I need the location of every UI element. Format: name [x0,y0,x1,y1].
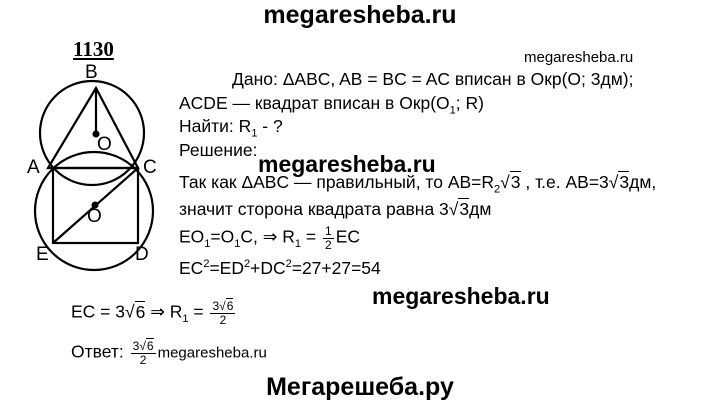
watermark-answer-inline: megaresheba.ru [157,344,267,362]
label-o1: O [87,206,102,227]
problem-number: 1130 [73,37,114,61]
watermark-top-right: megaresheba.ru [524,49,634,66]
watermark-middle: megaresheba.ru [258,151,436,177]
label-a: A [27,157,40,178]
answer-line: Ответ: $\frac{3√6}{2}$ megaresheba.ru [71,339,267,367]
label-c: C [143,157,157,178]
label-e: E [36,244,49,265]
fraction-r1: $\frac{3√6}{2}$ [212,299,234,327]
square-side-line: значит сторона квадрата равна 3√3дм [179,199,492,219]
solution-label: Решение: [179,140,258,160]
label-b: B [85,62,98,83]
site-header[interactable]: megaresheba.ru [263,1,457,29]
label-o: O [97,134,112,155]
find-line: Найти: $R_1$ - ? [179,116,283,140]
fraction-one-half: $\frac{1}{2}$ [325,224,332,252]
label-d: D [135,244,149,265]
triangle-abc [48,88,138,168]
fraction-answer: $\frac{3√6}{2}$ [132,339,154,367]
given-line-1: Дано: ΔABC, AB = BC = AC вписан в Окр(O; 3дм); [232,69,634,89]
radius-relation-line: $EO_1=O_1C$, ⇒ $R_1$ = $\frac{1}{2}$ EC [179,224,360,252]
given-line-2: ACDE — квадрат вписан в $Окр(O_1$; R) [179,93,484,117]
site-footer[interactable]: Мегарешеба.ру [266,373,454,401]
regular-triangle-line: Так как ΔABC — правильный, то $AB=R_2√3$ , т.е. AB=3√3дм, [179,172,657,196]
watermark-lower: megaresheba.ru [372,283,550,309]
pythagoras-line: $EC^2=ED^2+DC^2=27+27=54$ [179,258,381,278]
ec-result-line: EC = 3√6 ⇒ $R_1$ = $\frac{3√6}{2}$ [71,299,234,327]
